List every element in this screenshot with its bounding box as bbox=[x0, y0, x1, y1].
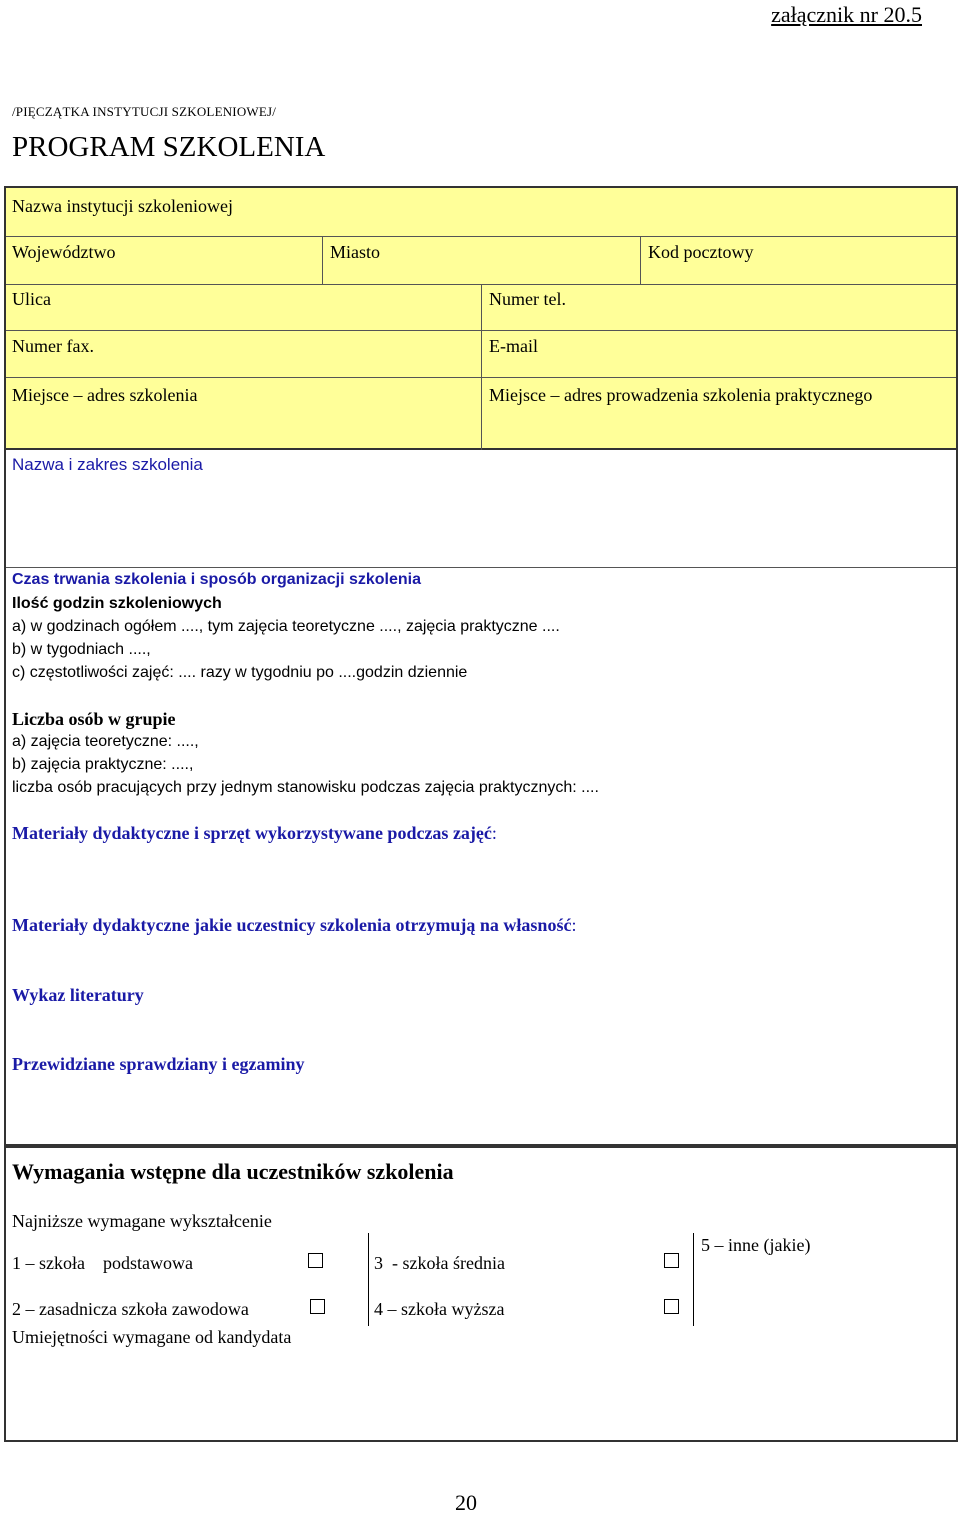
institution-stamp-label: /PIĘCZĄTKA INSTYTUCJI SZKOLENIOWEJ/ bbox=[12, 104, 277, 119]
group-theory-line[interactable]: a) zajęcia teoretyczne: ...., bbox=[12, 733, 199, 750]
fax-field[interactable]: Numer fax. bbox=[12, 336, 94, 356]
page-title: PROGRAM SZKOLENIA bbox=[12, 131, 326, 163]
own-materials-heading bbox=[12, 915, 576, 936]
skills-label: Umiejętności wymagane od kandydata bbox=[12, 1327, 292, 1347]
literature-heading: Wykaz literatury bbox=[12, 985, 144, 1005]
own-materials-heading-text: Materiały dydaktyczne jakie uczestnicy szkolenia otrzymują na własność bbox=[12, 915, 572, 935]
course-name-scope-label: Nazwa i zakres szkolenia bbox=[12, 455, 203, 474]
duration-heading: Czas trwania szkolenia i sposób organizacji szkolenia bbox=[12, 571, 422, 588]
city-field[interactable]: Miasto bbox=[330, 242, 381, 262]
option-vocational-label: 2 – zasadnicza szkoła zawodowa bbox=[12, 1299, 249, 1319]
education-label: Najniższe wymagane wykształcenie bbox=[12, 1211, 272, 1231]
requirements-box bbox=[4, 1146, 958, 1442]
option-secondary-label: 3 - szkoła średnia bbox=[374, 1253, 505, 1273]
option-secondary-checkbox[interactable] bbox=[664, 1253, 679, 1268]
option-vocational-checkbox[interactable] bbox=[310, 1299, 325, 1314]
practical-place-field[interactable]: Miejsce – adres prowadzenia szkolenia praktycznego bbox=[489, 385, 873, 405]
option-other-label[interactable]: 5 – inne (jakie) bbox=[701, 1235, 811, 1255]
postal-code-field[interactable]: Kod pocztowy bbox=[648, 242, 754, 262]
group-practice-line[interactable]: b) zajęcia praktyczne: ...., bbox=[12, 756, 194, 773]
group-size-heading: Liczba osób w grupie bbox=[12, 709, 176, 729]
group-workstation-line[interactable]: liczba osób pracujących przy jednym stanowisku podczas zajęcia praktycznych: .... bbox=[12, 779, 599, 796]
hours-heading: Ilość godzin szkoleniowych bbox=[12, 595, 222, 612]
requirements-heading: Wymagania wstępne dla uczestników szkolenia bbox=[12, 1159, 454, 1184]
street-field[interactable]: Ulica bbox=[12, 289, 51, 309]
hours-frequency-line[interactable]: c) częstotliwości zajęć: .... razy w tygodniu po ....godzin dziennie bbox=[12, 664, 468, 681]
voivodeship-field[interactable]: Województwo bbox=[12, 242, 116, 262]
institution-table bbox=[4, 186, 958, 450]
training-place-field[interactable]: Miejsce – adres szkolenia bbox=[12, 385, 198, 405]
email-field[interactable]: E-mail bbox=[489, 336, 538, 356]
hours-total-line[interactable]: a) w godzinach ogółem ...., tym zajęcia teoretyczne ...., zajęcia praktyczne .... bbox=[12, 618, 560, 635]
course-details-box bbox=[4, 450, 958, 1146]
materials-heading bbox=[12, 823, 497, 844]
own-materials-heading-colon: : bbox=[571, 915, 577, 935]
phone-field[interactable]: Numer tel. bbox=[489, 289, 566, 309]
hours-weeks-line[interactable]: b) w tygodniach ...., bbox=[12, 641, 151, 658]
attachment-label: załącznik nr 20.5 bbox=[771, 2, 922, 27]
option-primary-label: 1 – szkoła podstawowa bbox=[12, 1253, 193, 1273]
institution-name-field[interactable]: Nazwa instytucji szkoleniowej bbox=[12, 196, 233, 216]
options-divider-right bbox=[693, 1233, 694, 1326]
options-divider-left bbox=[368, 1233, 369, 1326]
option-higher-label: 4 – szkoła wyższa bbox=[374, 1299, 505, 1319]
page-number: 20 bbox=[455, 1490, 477, 1515]
option-primary-checkbox[interactable] bbox=[308, 1253, 323, 1268]
materials-heading-text: Materiały dydaktyczne i sprzęt wykorzystywane podczas zajęć bbox=[12, 823, 492, 843]
exams-heading: Przewidziane sprawdziany i egzaminy bbox=[12, 1054, 305, 1074]
option-higher-checkbox[interactable] bbox=[664, 1299, 679, 1314]
materials-heading-colon: : bbox=[491, 823, 497, 843]
